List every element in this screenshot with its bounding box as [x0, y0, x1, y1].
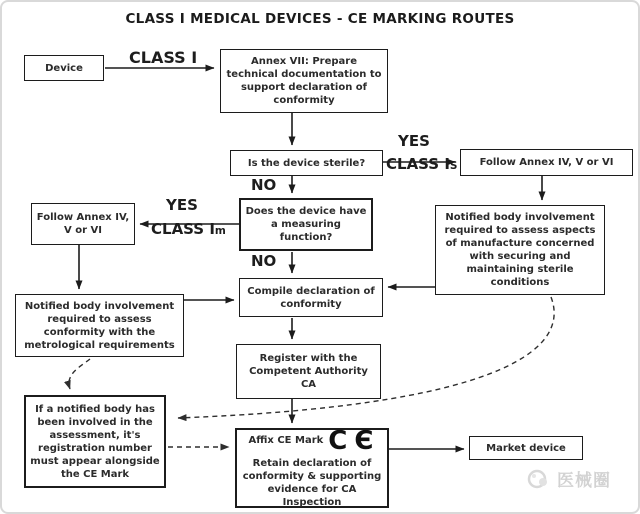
node-measuring-question-label: Does the device have a measuring function?	[245, 206, 367, 243]
node-sterile-question-label: Is the device sterile?	[247, 157, 366, 169]
dashed-metrology-to-ifnotified	[69, 359, 90, 389]
node-market-device-label: Market device	[486, 442, 566, 454]
edge-label-no-measuring: NO	[251, 252, 277, 270]
edge-label-class-is	[386, 155, 457, 173]
edge-label-class-im-main: CLASS I	[151, 220, 215, 238]
watermark-logo-icon	[526, 468, 552, 490]
edge-label-class-im	[151, 220, 226, 238]
node-register-competent-authority	[236, 344, 381, 399]
ce-mark-e-icon: Є	[354, 425, 376, 456]
page-title: CLASS I MEDICAL DEVICES - CE MARKING ROUTES	[125, 11, 515, 27]
edge-label-class-im-sub: m	[214, 225, 226, 237]
node-register-competent-authority-label: Register with the Competent Authority CA	[249, 353, 368, 390]
node-follow-annex-left	[31, 203, 135, 245]
node-market-device	[469, 436, 583, 460]
node-compile-declaration-label: Compile declaration of conformity	[247, 285, 375, 310]
edge-label-yes-sterile: YES	[398, 132, 430, 150]
node-annex-vii-line2: technical documentation to support declaration of conformity	[226, 69, 382, 106]
node-if-notified-body-label: If a notified body has been involved in the assessment, it's registration number must appear alongside the CE Mark	[30, 403, 160, 480]
affix-ce-mark-row	[248, 425, 376, 456]
edge-label-class-is-main: CLASS I	[386, 155, 450, 173]
node-affix-ce-mark	[235, 425, 389, 508]
watermark	[526, 466, 611, 491]
node-if-notified-body	[24, 395, 166, 488]
node-measuring-question	[239, 198, 373, 251]
node-affix-ce-mark-label: Affix CE Mark	[248, 435, 324, 446]
node-annex-vii	[220, 49, 388, 113]
edge-label-class-i: CLASS I	[129, 48, 198, 67]
node-device-label: Device	[45, 62, 83, 74]
edge-label-class-is-sub: S	[449, 160, 458, 172]
node-notified-body-metrology	[15, 294, 184, 357]
node-follow-annex-left-label: Follow Annex IV, V or VI	[36, 212, 130, 236]
node-compile-declaration	[239, 278, 383, 317]
edge-label-no-sterile: NO	[251, 176, 277, 194]
node-follow-annex-right	[460, 149, 633, 176]
node-notified-body-sterile-label: Notified body involvement required to assess aspects of manufacture concerned with securing and maintaining sterile conditions	[444, 212, 596, 288]
node-notified-body-metrology-label: Notified body involvement required to assess conformity with the metrological requirements	[24, 300, 175, 351]
node-sterile-question	[230, 150, 383, 176]
ce-mark-c-icon: C	[328, 425, 350, 456]
node-affix-retain-label: Retain declaration of conformity & supporting evidence for CA Inspection	[242, 457, 382, 508]
edge-label-yes-measuring: YES	[166, 196, 198, 214]
watermark-text: 医械圈	[557, 471, 611, 491]
node-notified-body-sterile	[435, 205, 605, 295]
node-follow-annex-right-label: Follow Annex IV, V or VI	[479, 157, 614, 168]
node-annex-vii-line1: Annex VII: Prepare	[250, 56, 357, 67]
node-device	[24, 55, 104, 81]
